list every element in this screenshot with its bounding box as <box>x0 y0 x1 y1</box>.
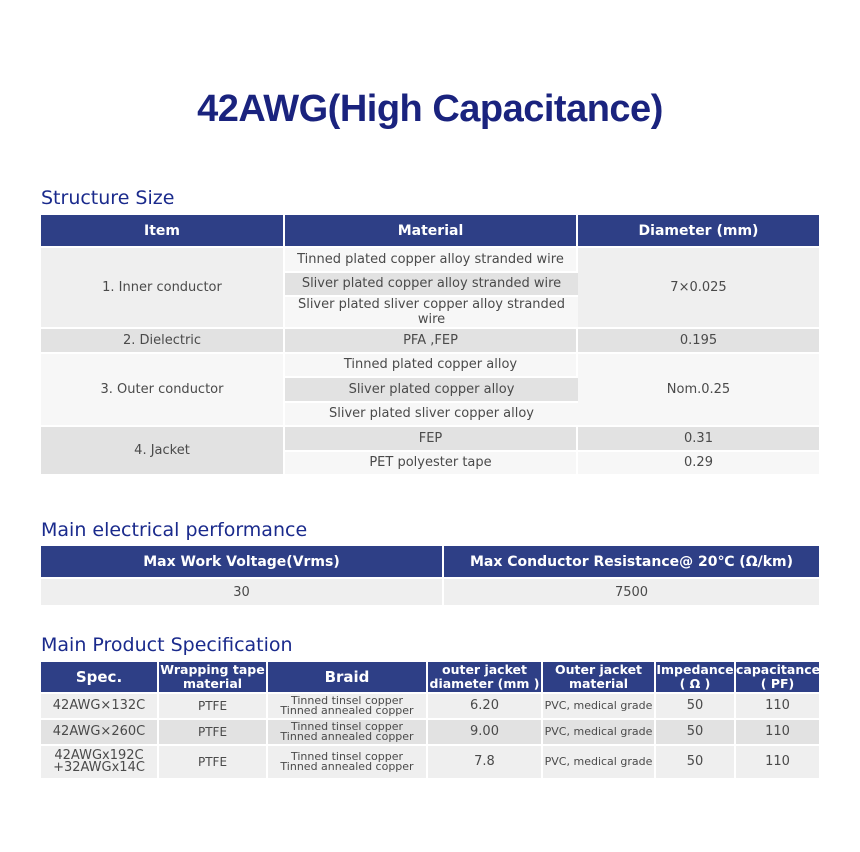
header-max-voltage: Max Work Voltage(Vrms) <box>41 546 444 579</box>
material-cell: Tinned plated copper alloy <box>285 354 578 379</box>
capacitance-cell: 110 <box>736 746 819 780</box>
jacket-diameter-cell: 9.00 <box>428 720 543 746</box>
header-max-resistance: Max Conductor Resistance@ 20℃ (Ω/km) <box>444 546 819 579</box>
material-cell: Tinned plated copper alloy stranded wire <box>285 248 578 273</box>
header-impedance: Impedance ( Ω ) <box>656 662 736 694</box>
header-material: Material <box>285 215 578 248</box>
table-row <box>41 694 819 720</box>
diameter-cell: 0.29 <box>578 452 819 477</box>
wrapping-cell: PTFE <box>159 720 268 746</box>
braid-cell: Tinned tinsel copper Tinned annealed copper <box>268 694 428 720</box>
braid-cell: Tinned tinsel copper Tinned annealed copper <box>268 720 428 746</box>
material-cell: Sliver plated copper alloy <box>285 378 578 403</box>
electrical-performance-table <box>41 546 819 607</box>
table-row <box>41 354 819 379</box>
braid-cell: Tinned tinsel copper Tinned annealed copper <box>268 746 428 780</box>
diameter-cell: Nom.0.25 <box>578 354 819 428</box>
material-cell: PET polyester tape <box>285 452 578 477</box>
jacket-material-cell: PVC, medical grade <box>543 694 656 720</box>
jacket-material-cell: PVC, medical grade <box>543 720 656 746</box>
section-title-electrical: Main electrical performance <box>41 519 308 541</box>
table-header-row <box>41 215 819 248</box>
header-braid: Braid <box>268 662 428 694</box>
item-dielectric: 2. Dielectric <box>41 329 285 354</box>
jacket-diameter-cell: 7.8 <box>428 746 543 780</box>
table-row <box>41 248 819 273</box>
diameter-cell: 0.31 <box>578 427 819 452</box>
impedance-cell: 50 <box>656 720 736 746</box>
item-outer-conductor: 3. Outer conductor <box>41 354 285 428</box>
spec-cell: 42AWGx192C +32AWGx14C <box>41 746 159 780</box>
section-title-structure: Structure Size <box>41 187 175 209</box>
material-cell: Sliver plated copper alloy stranded wire <box>285 273 578 298</box>
wrapping-cell: PTFE <box>159 746 268 780</box>
capacitance-cell: 110 <box>736 720 819 746</box>
spec-cell: 42AWG×132C <box>41 694 159 720</box>
header-jacket-material: Outer jacket material <box>543 662 656 694</box>
material-cell: Sliver plated sliver copper alloy <box>285 403 578 428</box>
table-row <box>41 579 819 607</box>
max-resistance-value: 7500 <box>444 579 819 607</box>
impedance-cell: 50 <box>656 746 736 780</box>
material-cell: PFA ,FEP <box>285 329 578 354</box>
table-row <box>41 746 819 780</box>
table-row <box>41 427 819 452</box>
diameter-cell: 7×0.025 <box>578 248 819 329</box>
item-jacket: 4. Jacket <box>41 427 285 476</box>
table-header-row <box>41 546 819 579</box>
header-diameter: Diameter (mm) <box>578 215 819 248</box>
wrapping-cell: PTFE <box>159 694 268 720</box>
diameter-cell: 0.195 <box>578 329 819 354</box>
table-row <box>41 720 819 746</box>
header-jacket-diameter: outer jacket diameter (mm ) <box>428 662 543 694</box>
spec-cell: 42AWG×260C <box>41 720 159 746</box>
product-spec-table <box>41 662 819 780</box>
table-row <box>41 329 819 354</box>
header-capacitance: capacitance ( PF) <box>736 662 819 694</box>
max-voltage-value: 30 <box>41 579 444 607</box>
header-item: Item <box>41 215 285 248</box>
header-wrapping: Wrapping tape material <box>159 662 268 694</box>
table-header-row <box>41 662 819 694</box>
jacket-material-cell: PVC, medical grade <box>543 746 656 780</box>
page-title: 42AWG(High Capacitance) <box>197 88 663 130</box>
material-cell: Sliver plated sliver copper alloy stranded wire <box>285 297 578 329</box>
material-cell: FEP <box>285 427 578 452</box>
item-inner-conductor: 1. Inner conductor <box>41 248 285 329</box>
impedance-cell: 50 <box>656 694 736 720</box>
section-title-spec: Main Product Specification <box>41 634 293 656</box>
header-spec: Spec. <box>41 662 159 694</box>
structure-size-table <box>41 215 819 476</box>
capacitance-cell: 110 <box>736 694 819 720</box>
jacket-diameter-cell: 6.20 <box>428 694 543 720</box>
